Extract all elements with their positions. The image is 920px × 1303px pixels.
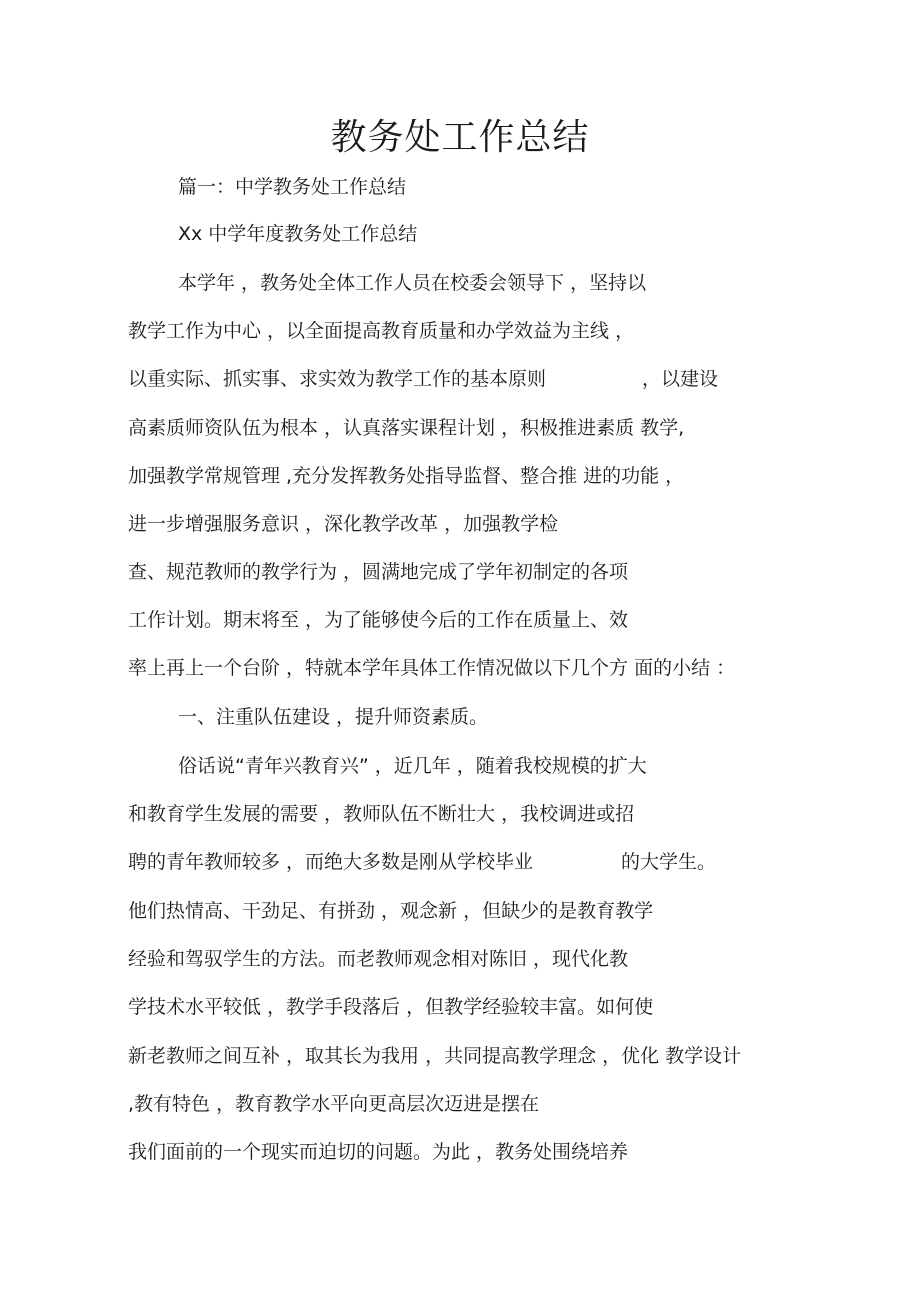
paragraph-line: 学技术水平较低 ，教学手段落后 ，但教学经验较丰富。如何使 (128, 996, 654, 1018)
section-heading: 一、注重队伍建设 ，提升师资素质。 (178, 706, 489, 728)
paragraph-line: 和教育学生发展的需要 ，教师队伍不断壮大 ，我校调进或招 (128, 803, 635, 825)
paragraph-line: 新老教师之间互补 ，取其长为我用 ，共同提高教学理念 ，优化 教学设计 (128, 1045, 742, 1067)
paragraph-line: 他们热情高、干劲足、有拼劲 ，观念新 ，但缺少的是教育教学 (128, 900, 654, 922)
paragraph-line: 高素质师资队伍为根本 ，认真落实课程计划 ，积极推进素质 教学, (128, 417, 685, 439)
paragraph-line: 我们面前的一个现实而迫切的问题。为此 ，教务处围绕培养 (128, 1141, 629, 1163)
paragraph-line: 本学年 ，教务处全体工作人员在校委会领导下 ，坚持以 (178, 272, 647, 294)
paragraph-line: 进一步增强服务意识 ，深化教学改革 ，加强教学检 (128, 513, 559, 535)
paragraph-line: 工作计划。期末将至 ，为了能够使今后的工作在质量上、效 (128, 609, 629, 631)
document-subtitle: 篇一：中学教务处工作总结 (178, 176, 407, 198)
paragraph-line (128, 364, 718, 394)
paragraph-line: 查、规范教师的教学行为 ，圆满地完成了学年初制定的各项 (128, 561, 629, 583)
document-heading: Xx 中学年度教务处工作总结 (178, 223, 418, 245)
paragraph-segment: 以重实际、抓实事、求实效为教学工作的基本原则 (128, 368, 547, 390)
paragraph-line: 教学工作为中心 ，以全面提高教育质量和办学效益为主线 ， (128, 320, 635, 342)
paragraph-line: 经验和驾驭学生的方法。而老教师观念相对陈旧 ，现代化教 (128, 948, 629, 970)
paragraph-line: 率上再上一个台阶 ，特就本学年具体工作情况做以下几个方 面的小结 ： (128, 657, 736, 679)
paragraph-line: 俗话说“青年兴教育兴” ，近几年 ，随着我校规模的扩大 (178, 755, 647, 777)
paragraph-segment: 聘的青年教师较多 ，而绝大多数是刚从学校毕业 (128, 851, 534, 873)
paragraph-line: 加强教学常规管理 ,充分发挥教务处指导监督、整合推 进的功能 ， (128, 465, 685, 487)
document-title: 教务处工作总结 (330, 117, 590, 158)
paragraph-segment: 的大学生。 (621, 851, 717, 873)
paragraph-line (128, 847, 716, 877)
paragraph-line: ,教有特色 ，教育教学水平向更高层次迈进是摆在 (128, 1093, 540, 1115)
paragraph-segment: ，以建设 (642, 368, 719, 390)
